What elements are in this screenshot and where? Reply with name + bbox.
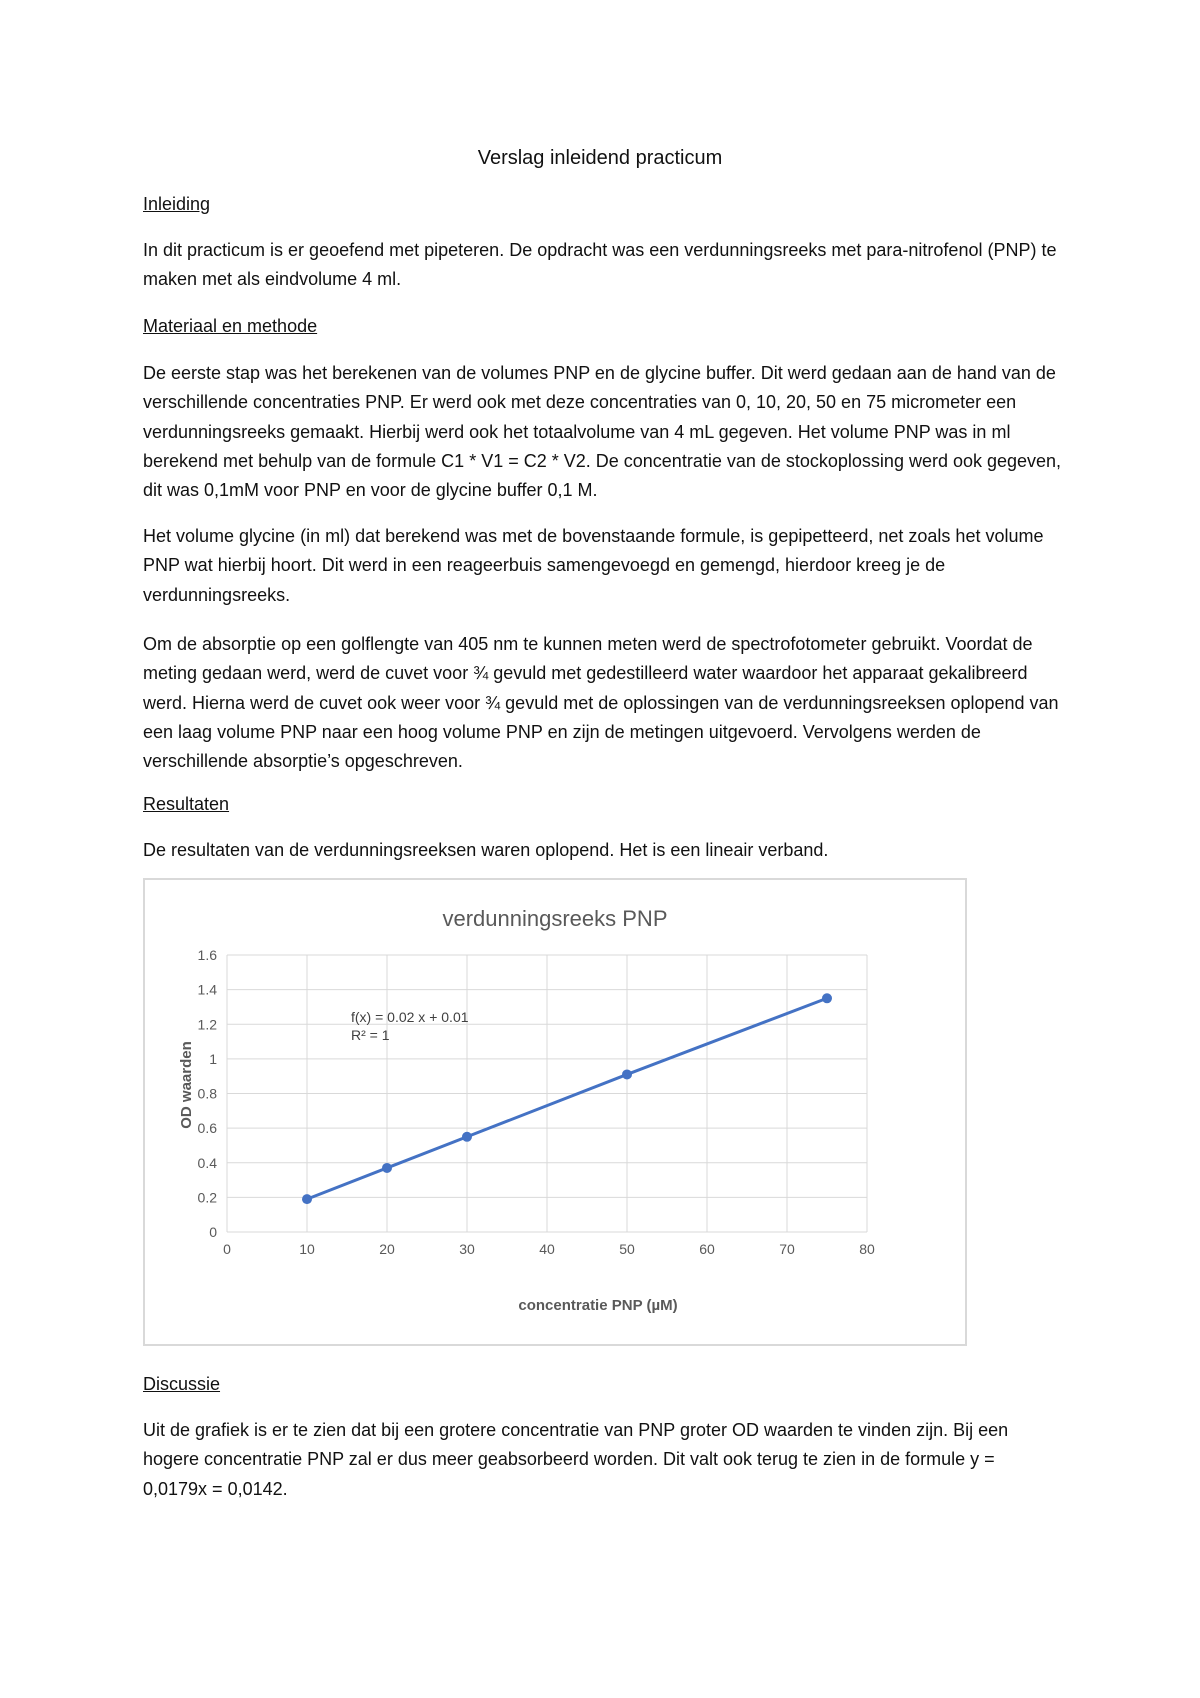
data-point	[302, 1194, 312, 1204]
x-tick-label: 30	[459, 1241, 475, 1257]
y-tick-label: 1	[209, 1050, 217, 1067]
y-tick-label: 1.2	[197, 1016, 217, 1033]
y-tick-label: 1.6	[197, 947, 217, 963]
x-tick-label: 80	[859, 1241, 875, 1257]
x-tick-label: 70	[779, 1241, 795, 1257]
r-squared-label: R² = 1	[351, 1027, 390, 1043]
y-tick-label: 0.2	[197, 1189, 217, 1206]
x-axis-title: concentratie PNP (µM)	[518, 1297, 678, 1314]
x-tick-label: 0	[223, 1241, 231, 1257]
y-tick-label: 0	[209, 1224, 217, 1240]
heading-discussie: Discussie	[143, 1374, 221, 1394]
trendline-equation-label: f(x) = 0.02 x + 0.01	[351, 1009, 469, 1025]
x-tick-label: 20	[379, 1241, 395, 1257]
x-tick-label: 40	[539, 1241, 555, 1257]
data-point	[822, 993, 832, 1003]
chart-svg	[145, 880, 965, 1344]
paragraph-methode-1: De eerste stap was het berekenen van de volumes PNP en de glycine buffer. Dit werd gedaan aan de hand van de verschillende concentraties PNP. Er werd ook met deze concentraties van 0, 10, 20, 50 en 75 micrometer een verdunningsreeks gemaakt. Hierbij werd ook het totaalvolume van 4 mL gegeven. Het volume PNP was in ml berekend met behulp van de formule C1 * V1 = C2 * V2. De concentratie van de stockoplossing werd ook gegeven, dit was 0,1mM voor PNP en voor de glycine buffer 0,1 M.	[143, 363, 1062, 501]
heading-inleiding: Inleiding	[143, 194, 211, 214]
paragraph-methode-2: Het volume glycine (in ml) dat berekend was met de bovenstaande formule, is gepipetteerd, net zoals het volume PNP wat hierbij hoort. Dit werd in een reageerbuis samengevoegd en gemengd, hierdoor kreeg je de verdunningsreeks.	[143, 526, 1044, 605]
chart-title: verdunningsreeks PNP	[442, 906, 668, 931]
paragraph-inleiding: In dit practicum is er geoefend met pipeteren. De opdracht was een verdunningsreeks met para-nitrofenol (PNP) te maken met als eindvolume 4 ml.	[143, 240, 1057, 290]
heading-resultaten: Resultaten	[143, 794, 230, 814]
y-tick-label: 1.4	[197, 981, 217, 998]
paragraph-discussie: Uit de grafiek is er te zien dat bij een grotere concentratie van PNP groter OD waarden te vinden zijn. Bij een hogere concentratie PNP zal er dus meer geabsorbeerd worden. Dit valt ook terug te zien in de formule y = 0,0179x = 0,0142.	[143, 1420, 1009, 1499]
paragraph-methode-3: Om de absorptie op een golflengte van 405 nm te kunnen meten werd de spectrofotometer gebruikt. Voordat de meting gedaan werd, werd de cuvet voor ¾ gevuld met gedestilleerd water waardoor het apparaat gekalibreerd werd. Hierna werd de cuvet ook weer voor ¾ gevuld met de oplossingen van de verdunningsreeksen oplopend van een laag volume PNP naar een hoog volume PNP en zijn de metingen uitgevoerd. Vervolgens werden de verschillende absorptie’s opgeschreven.	[143, 634, 1059, 772]
x-tick-label: 60	[699, 1241, 715, 1257]
data-point	[462, 1132, 472, 1142]
y-tick-label: 0.4	[197, 1154, 217, 1171]
data-point	[622, 1069, 632, 1079]
data-point	[382, 1163, 392, 1173]
y-tick-label: 0.8	[197, 1085, 217, 1102]
y-axis-title: OD waarden	[178, 1041, 195, 1129]
document-title: Verslag inleidend practicum	[477, 147, 723, 169]
paragraph-resultaten: De resultaten van de verdunningsreeksen waren oplopend. Het is een lineair verband.	[143, 840, 829, 860]
chart-container	[143, 878, 967, 1346]
heading-materiaal-en-methode: Materiaal en methode	[143, 316, 318, 336]
x-tick-label: 10	[299, 1241, 315, 1257]
x-tick-label: 50	[619, 1241, 635, 1257]
y-tick-label: 0.6	[197, 1120, 217, 1137]
